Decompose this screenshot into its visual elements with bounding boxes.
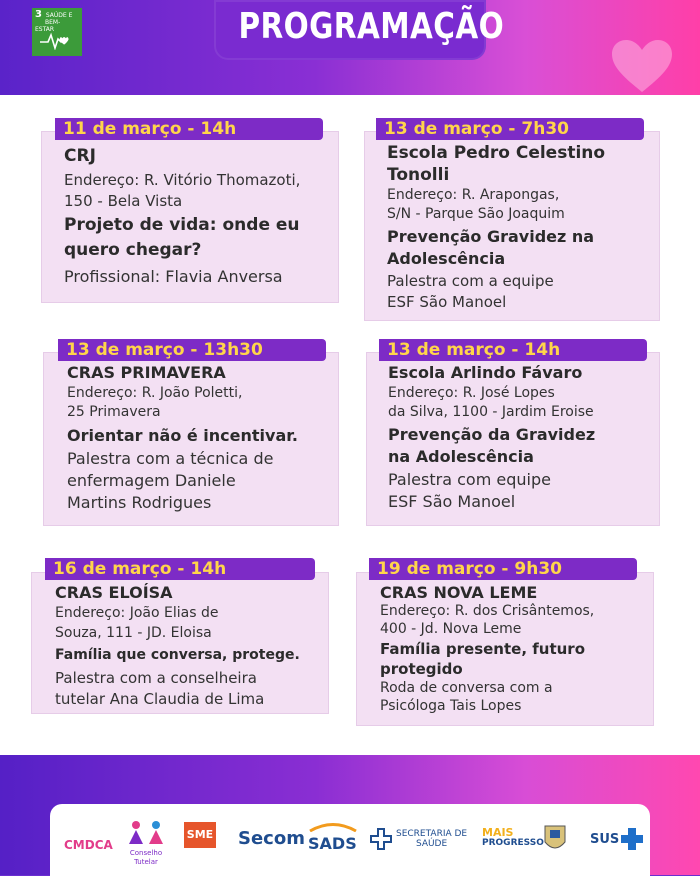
conselho-tutelar-logo: [118, 820, 174, 866]
event-info-4b: ESF São Manoel: [388, 492, 516, 511]
event-info-4a: Palestra com equipe: [388, 470, 551, 489]
secretaria-label-2: SAÚDE: [415, 839, 448, 849]
sdg-number: 3: [35, 9, 42, 20]
sus-cross-icon: [621, 828, 643, 850]
event-topic-4a: Prevenção da Gravidez: [388, 425, 596, 444]
event-place-6: CRAS NOVA LEME: [380, 583, 538, 602]
event-info-1a: Profissional: Flavia Anversa: [64, 267, 283, 286]
event-date-4: 13 de março - 14h: [379, 339, 647, 361]
sads-arc-icon: [308, 822, 358, 832]
event-topic-5: Família que conversa, protege.: [55, 647, 300, 663]
event-address-2b: S/N - Parque São Joaquim: [387, 206, 565, 222]
event-address-4a: Endereço: R. José Lopes: [388, 385, 555, 401]
sads-label: SADS: [308, 834, 357, 853]
mais-label: MAIS: [482, 826, 514, 839]
event-info-2b: ESF São Manoel: [387, 293, 507, 311]
event-topic-2a: Prevenção Gravidez na: [387, 227, 595, 246]
event-place-1: CRJ: [64, 146, 96, 166]
event-address-6a: Endereço: R. dos Crisântemos,: [380, 603, 595, 619]
event-info-3a: Palestra com a técnica de: [67, 449, 274, 468]
progresso-label: PROGRESSO: [482, 838, 544, 848]
event-topic-6b: protegido: [380, 660, 463, 678]
event-info-5b: tutelar Ana Claudia de Lima: [55, 690, 265, 708]
event-address-3b: 25 Primavera: [67, 404, 161, 420]
sme-mark: SME: [184, 822, 216, 848]
event-info-5a: Palestra com a conselheira: [55, 669, 257, 687]
event-address-6b: 400 - Jd. Nova Leme: [380, 621, 522, 637]
sdg-line1: SAÚDE E: [45, 12, 73, 19]
event-topic-4b: na Adolescência: [388, 447, 534, 466]
crest-icon: [543, 824, 567, 854]
event-address-1a: Endereço: R. Vitório Thomazoti,: [64, 171, 301, 189]
event-place-2a: Escola Pedro Celestino: [387, 143, 606, 163]
event-info-2a: Palestra com a equipe: [387, 272, 554, 290]
event-topic-1b: quero chegar?: [64, 240, 202, 260]
cmdca-label: CMDCA: [64, 838, 113, 852]
people-icon: [126, 820, 166, 846]
event-date-6: 19 de março - 9h30: [369, 558, 637, 580]
sus-logo: [590, 828, 643, 850]
heartbeat-icon: [40, 32, 74, 50]
event-date-1: 11 de março - 14h: [55, 118, 323, 140]
heart-icon: [612, 40, 672, 94]
sus-label: SUS: [590, 831, 620, 847]
mais-progresso-logo: [482, 828, 544, 848]
event-address-5b: Souza, 111 - JD. Eloisa: [55, 625, 212, 641]
event-address-5a: Endereço: João Elias de: [55, 605, 219, 621]
event-info-3b: enfermagem Daniele: [67, 471, 236, 490]
event-place-4: Escola Arlindo Fávaro: [388, 363, 583, 382]
secom-label: Secom: [238, 828, 305, 849]
secretaria-saude-logo: [370, 828, 467, 850]
event-address-1b: 150 - Bela Vista: [64, 192, 183, 210]
health-cross-icon: [370, 828, 392, 850]
event-address-4b: da Silva, 1100 - Jardim Eroise: [388, 404, 594, 420]
event-topic-6a: Família presente, futuro: [380, 640, 585, 658]
event-info-3c: Martins Rodrigues: [67, 493, 212, 512]
event-place-2b: Tonolli: [387, 165, 450, 185]
page-title: PROGRAMAÇÃO: [238, 6, 505, 47]
sdg-badge: [32, 8, 82, 56]
sdg-line2: BEM-ESTAR: [35, 19, 61, 33]
sme-logo: [184, 822, 216, 848]
event-date-2: 13 de março - 7h30: [376, 118, 644, 140]
event-topic-2b: Adolescência: [387, 249, 506, 268]
event-place-5: CRAS ELOÍSA: [55, 583, 173, 602]
event-date-3: 13 de março - 13h30: [58, 339, 326, 361]
conselho-label: Conselho Tutelar: [129, 849, 163, 866]
municipal-crest-logo: [543, 824, 567, 856]
event-place-3: CRAS PRIMAVERA: [67, 363, 226, 382]
event-topic-1a: Projeto de vida: onde eu: [64, 215, 300, 235]
secretaria-label-1: SECRETARIA DE: [396, 829, 468, 839]
event-topic-3: Orientar não é incentivar.: [67, 426, 298, 445]
cmdca-logo: [64, 838, 113, 852]
event-date-5: 16 de março - 14h: [45, 558, 315, 580]
event-address-3a: Endereço: R. João Poletti,: [67, 385, 243, 401]
event-info-6b: Psicóloga Tais Lopes: [380, 698, 522, 714]
sads-logo: [308, 822, 358, 853]
event-address-2a: Endereço: R. Arapongas,: [387, 187, 560, 203]
event-info-6a: Roda de conversa com a: [380, 680, 553, 696]
secom-logo: [238, 828, 305, 849]
